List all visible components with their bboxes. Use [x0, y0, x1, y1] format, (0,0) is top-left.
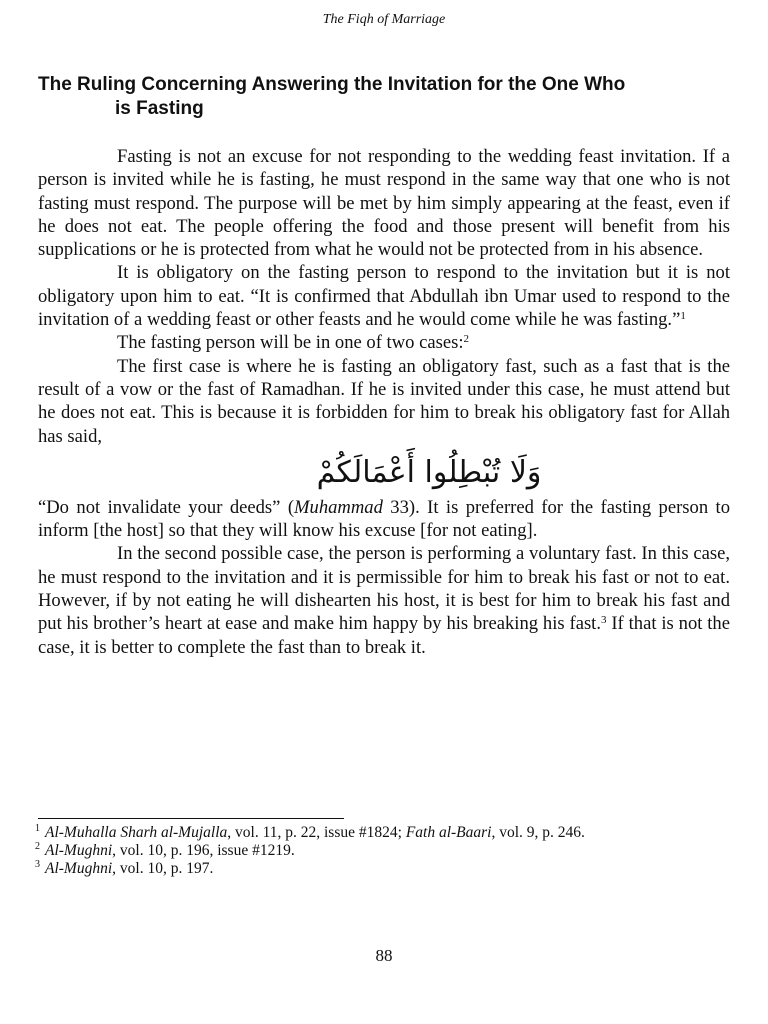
paragraph-4 — [38, 355, 730, 448]
footnote-ref-2: 2 — [463, 333, 469, 346]
paragraph-3 — [38, 331, 730, 354]
footnote-ref-3: 3 — [601, 614, 607, 627]
paragraph-2 — [38, 261, 730, 331]
footnote-3 — [35, 859, 730, 878]
footnote-source: Fath al-Baari — [405, 824, 492, 841]
arabic-verse: وَلَا تُبْطِلُوا أَعْمَالَكُمْ — [316, 454, 542, 490]
footnote-source: Al-Mughni — [45, 860, 113, 877]
footnote-number: 3 — [35, 859, 40, 870]
footnote-text: , vol. 10, p. 197. — [112, 860, 214, 877]
paragraph-1 — [38, 145, 730, 261]
section-title — [38, 73, 738, 121]
paragraph-6-end: If that is not the case, it is better to complete the fast than to break it. — [38, 613, 730, 658]
footnote-source: Al-Mughni — [45, 842, 113, 859]
paragraph-5-text-b: 33). It is preferred for the fasting person to inform [the host] so that they will know his excuse [for not eating]. — [38, 496, 731, 542]
page-number: 88 — [375, 946, 393, 965]
footnote-text: , vol. 11, p. 22, issue #1824; — [227, 824, 406, 841]
paragraph-1-text: Fasting is not an excuse for not responding to the wedding feast invitation. If a person is invited while he is fasting, he must respond in the same way that one who is not fasting must respond. The purpose will be met by him simply appearing at the feast, even if he does not eat. The people offering the food and those present will benefit from his supplications or he is protected from what he would not be protected from in his absence. — [38, 146, 730, 261]
paragraph-6 — [38, 542, 730, 658]
footnote-text: , vol. 9, p. 246. — [491, 824, 585, 841]
footnote-divider — [38, 818, 344, 819]
section-title-line1: The Ruling Concerning Answering the Invitation for the One Who — [38, 74, 626, 95]
paragraph-2-text: It is obligatory on the fasting person to respond to the invitation but it is not obligatory upon him to eat. “It is confirmed that Abdullah ibn Umar used to respond to the invitation of a wedding feast or other feasts and he would come while he was fasting.” — [38, 262, 730, 331]
paragraph-4-text: The first case is where he is fasting an obligatory fast, such as a fast that is the result of a vow or the fast of Ramadhan. If he is invited under this case, he must attend but he does not eat. This is because it is forbidden for him to break his obligatory fast for Allah has said, — [38, 355, 730, 447]
paragraph-5-text-a: “Do not invalidate your deeds” ( — [38, 496, 295, 518]
footnote-number: 1 — [35, 823, 40, 834]
footnote-number: 2 — [35, 841, 40, 852]
body-text — [38, 145, 730, 659]
footnotes — [35, 823, 730, 878]
footnote-1 — [35, 823, 730, 842]
quote-source: Muhammad — [294, 496, 383, 518]
footnote-ref-1: 1 — [680, 310, 686, 323]
footnote-text: , vol. 10, p. 196, issue #1219. — [112, 842, 295, 859]
footnote-2 — [35, 841, 730, 860]
paragraph-6-text: In the second possible case, the person is performing a voluntary fast. In this case, he must respond to the invitation and it is permissible for him to break his fast or not to eat. However, if by not eating he will dishearten his host, it is best for him to break his fast and put his brother’s heart at ease and make him happy by his breaking his fast. — [38, 543, 730, 635]
paragraph-3-text: The fasting person will be in one of two cases: — [117, 332, 464, 354]
section-title-line2: is Fasting — [115, 98, 204, 119]
running-head: The Fiqh of Marriage — [322, 12, 446, 27]
footnote-source: Al-Muhalla Sharh al-Mujalla — [45, 824, 228, 841]
paragraph-5 — [38, 496, 730, 543]
